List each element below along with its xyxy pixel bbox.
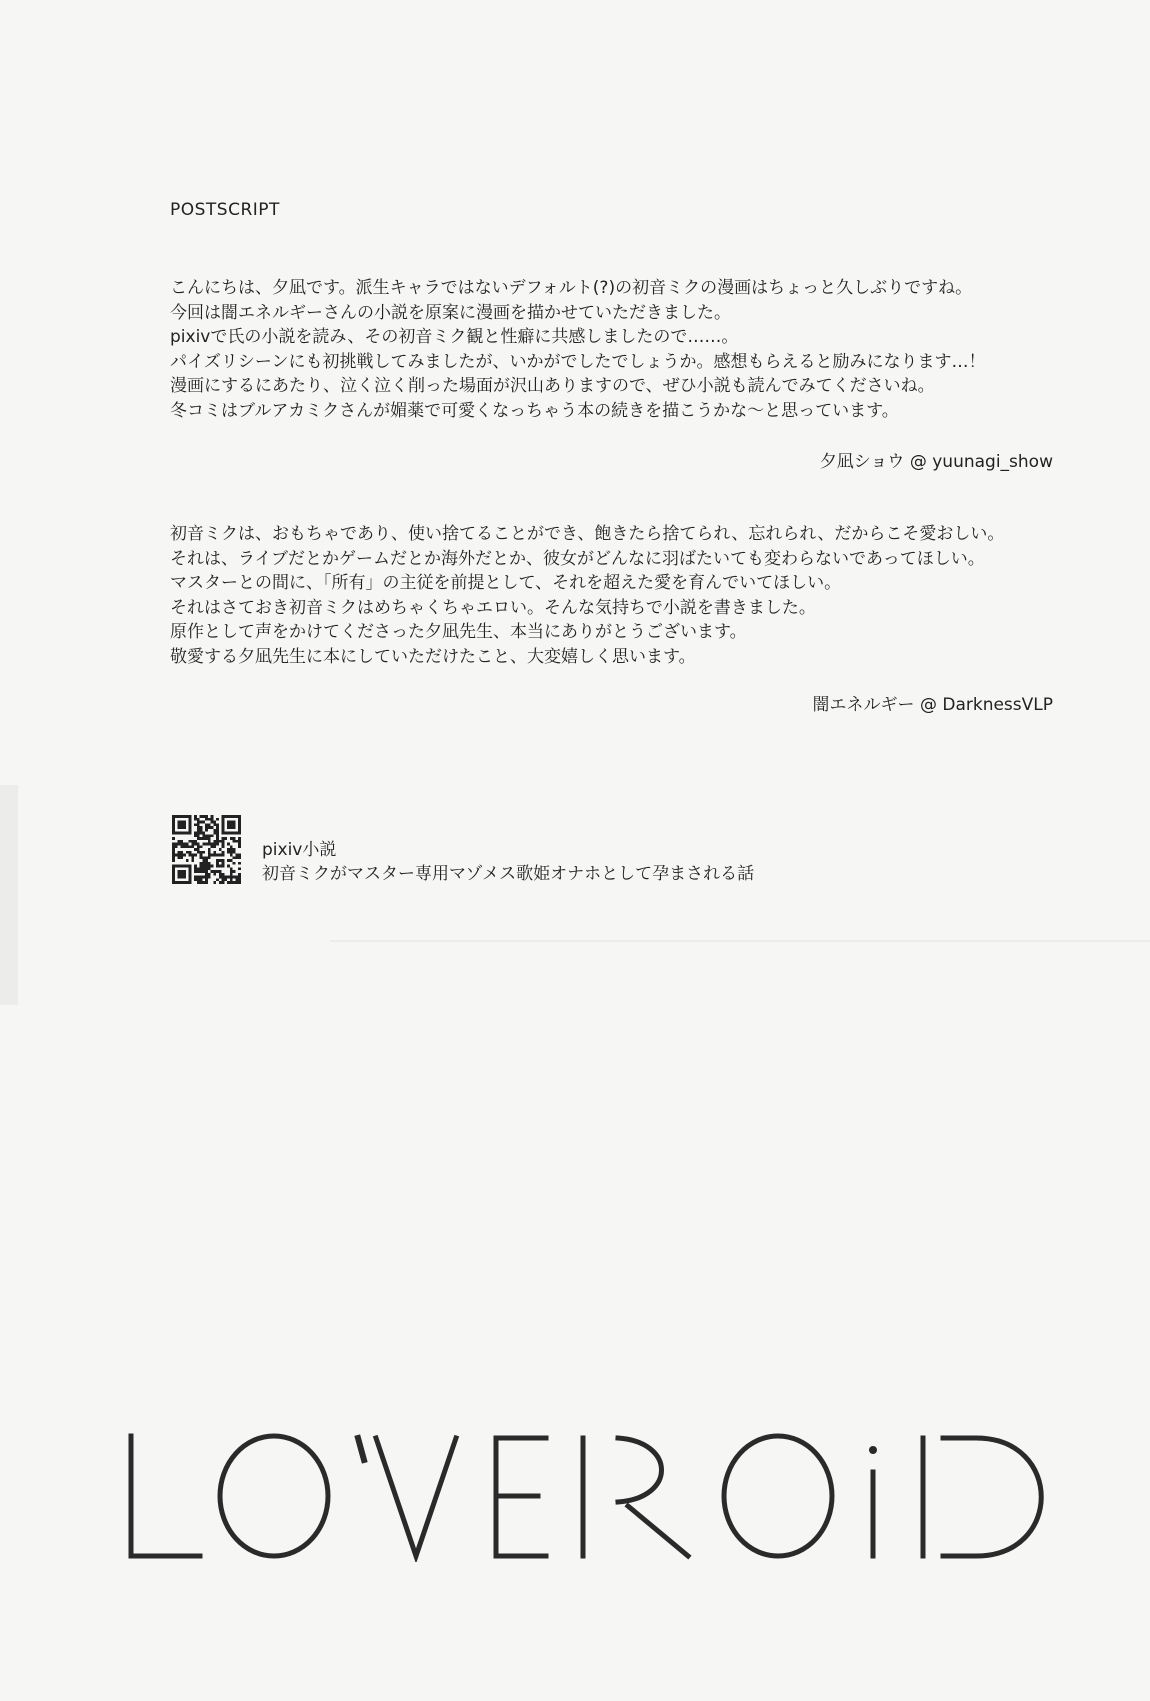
original-author-note-line: それは、ライブだとかゲームだとか海外だとか、彼女がどんなに羽ばたいても変わらないであってほしい。: [170, 548, 985, 569]
original-author-note-line: 原作として声をかけてくださった夕凪先生、本当にありがとうございます。: [170, 622, 747, 642]
author-note-line: 冬コミはブルアカミクさんが媚薬で可愛くなっちゃう本の続きを描こうかな〜と思っています。: [170, 400, 899, 421]
bleed-through-edge: [330, 940, 1150, 942]
original-author-note-line: マスターとの間に、「所有」の主従を前提として、それを超えた愛を育んでいてほしい。: [170, 573, 842, 593]
qr-code-icon[interactable]: [172, 815, 241, 884]
original-author-note-line: 敬愛する夕凪先生に本にしていただけたこと、大変嬉しく思います。: [170, 646, 696, 667]
author-note-line: パイズリシーンにも初挑戦してみましたが、いかがでしたでしょうか。感想もらえると励みになります…！: [170, 351, 986, 372]
bleed-through-edge: [0, 785, 18, 1005]
original-author-note-line: 初音ミクは、おもちゃであり、使い捨てることができ、飽きたら捨てられ、忘れられ、だからこそ愛おしい。: [170, 524, 1005, 544]
link-site[interactable]: pixiv小説: [262, 840, 337, 860]
author-note-line: 漫画にするにあたり、泣く泣く削った場面が沢山ありますので、ぜひ小説も読んでみてくださいね。: [170, 376, 935, 396]
postscript-heading: POSTSCRIPT: [170, 200, 280, 220]
author-note-line: こんにちは、夕凪です。派生キャラではないデフォルト(?)の初音ミクの漫画はちょっと久しぶりですね。: [170, 278, 973, 298]
pixiv-link[interactable]: [262, 838, 754, 886]
original-author-signature: 闇エネルギー @ DarknessVLP: [812, 695, 1053, 715]
author-signature: 夕凪ショウ @ yuunagi_show: [819, 452, 1053, 472]
author-note-line: 今回は闇エネルギーさんの小説を原案に漫画を描かせていただきました。: [170, 302, 731, 323]
original-author-note: [170, 522, 1070, 669]
loveroid-logo: [128, 1432, 1063, 1562]
author-note-line: pixivで氏の小説を読み、その初音ミク観と性癖に共感しましたので……。: [170, 327, 739, 347]
link-title[interactable]: 初音ミクがマスター専用マゾメス歌姫オナホとして孕まされる話: [262, 864, 755, 884]
author-note: [170, 276, 1070, 423]
original-author-note-line: それはさておき初音ミクはめちゃくちゃエロい。そんな気持ちで小説を書きました。: [170, 597, 816, 618]
